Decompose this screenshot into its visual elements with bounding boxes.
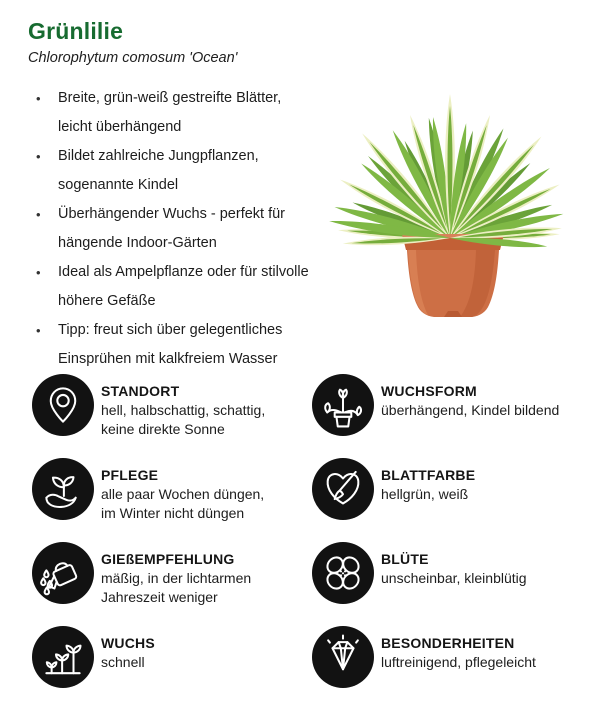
attribute-pflege: [32, 458, 312, 522]
watering-can-icon: [32, 542, 94, 604]
bullet-dot: •: [36, 323, 41, 338]
pot-overhanging-plant-icon: [312, 374, 374, 436]
attribute-label: BESONDERHEITEN: [381, 635, 515, 651]
attribute-bluete: [312, 542, 592, 604]
attribute-wuchs: [32, 626, 312, 688]
attribute-label: GIEßEMPFEHLUNG: [101, 551, 235, 567]
terracotta-pot: [402, 234, 504, 317]
leaf-paintbrush-icon: [312, 458, 374, 520]
page-title: Grünlilie: [28, 18, 124, 44]
attribute-value: überhängend, Kindel bildend: [381, 402, 560, 418]
attribute-blattfarbe: [312, 458, 592, 520]
attribute-label: WUCHS: [101, 635, 155, 651]
list-item: • Überhängender Wuchs - perfekt für hängende Indoor-Gärten: [30, 200, 330, 258]
list-item: • Bildet zahlreiche Jungpflanzen, sogenannte Kindel: [30, 142, 330, 200]
attribute-value: mäßig, in der lichtarmen Jahreszeit weniger: [101, 570, 252, 605]
attribute-value: unscheinbar, kleinblütig: [381, 570, 527, 586]
attribute-wuchsform: [312, 374, 592, 436]
growth-stages-icon: [32, 626, 94, 688]
attribute-label: STANDORT: [101, 383, 180, 399]
attribute-label: BLATTFARBE: [381, 467, 476, 483]
attribute-value: hellgrün, weiß: [381, 486, 469, 502]
bullet-dot: •: [36, 149, 41, 164]
pin-icon: [32, 374, 94, 436]
botanical-name: Chlorophytum comosum 'Ocean': [28, 50, 238, 66]
list-item: • Tipp: freut sich über gelegentliches Einsprühen mit kalkfreiem Wasser: [30, 316, 330, 374]
feature-bullet-list: [30, 84, 330, 374]
attribute-standort: [32, 374, 312, 438]
plant-photo: [298, 52, 600, 352]
attribute-value: luftreinigend, pflegeleicht: [381, 654, 536, 670]
attribute-besonderheiten: [312, 626, 592, 688]
bullet-dot: •: [36, 265, 41, 280]
attribute-label: WUCHSFORM: [381, 383, 477, 399]
attribute-giessempfehlung: [32, 542, 312, 606]
attribute-value: schnell: [101, 654, 145, 670]
list-item: • Breite, grün-weiß gestreifte Blätter, leicht überhängend: [30, 84, 330, 142]
attribute-label: PFLEGE: [101, 467, 159, 483]
attribute-grid: [32, 374, 592, 710]
hand-seedling-icon: [32, 458, 94, 520]
bullet-dot: •: [36, 207, 41, 222]
attribute-value: hell, halbschattig, schattig, keine direkte Sonne: [101, 402, 266, 437]
diamond-icon: [312, 626, 374, 688]
bullet-dot: •: [36, 91, 41, 106]
flower-icon: [312, 542, 374, 604]
attribute-value: alle paar Wochen düngen, im Winter nicht düngen: [101, 486, 265, 521]
list-item: • Ideal als Ampelpflanze oder für stilvolle höhere Gefäße: [30, 258, 330, 316]
attribute-label: BLÜTE: [381, 551, 429, 567]
